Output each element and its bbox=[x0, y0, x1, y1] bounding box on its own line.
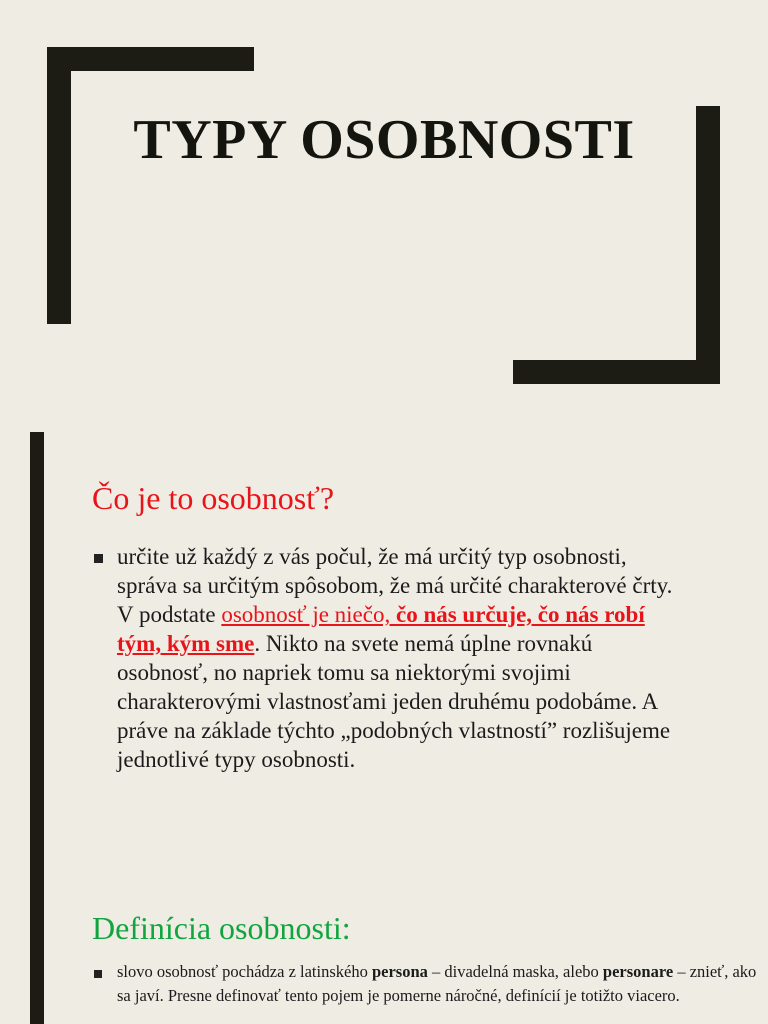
slide-heading: Čo je to osobnosť? bbox=[92, 480, 335, 516]
paragraph-text-continued: . Nikto na svete nemá úplne rovnakú osobnosť, no napriek tomu sa niektorými svojimi charakterovými vlastnosťami jeden druhému podobáme. A práve na základe týchto „podobných vlastností” rozlišujeme jednotlivé typy osobnosti. bbox=[117, 631, 671, 772]
slide-title: TYPY OSOBNOSTI bbox=[133, 109, 635, 171]
highlight-bold-text: čo nás určuje, čo nás robí tým, kým sme bbox=[117, 602, 645, 656]
content-slide-definition bbox=[0, 864, 768, 1024]
content-slide-what-is bbox=[0, 432, 768, 864]
paragraph-text: určite už každý z vás počul, že má určitý typ osobnosti, správa sa určitým spôsobom, že má určité charakterové črty. V podstate bbox=[117, 544, 673, 627]
paragraph-text: slovo osobnosť pochádza z latinského bbox=[117, 962, 372, 981]
title-slide bbox=[0, 0, 768, 432]
slide-accent-bar bbox=[30, 432, 44, 864]
frame-top-left-horizontal bbox=[47, 47, 254, 71]
bullet-paragraph bbox=[117, 960, 757, 1008]
paragraph-text-end: – znieť, ako sa javí. Presne definovať tento pojem je pomerne náročné, definícií je totižto viacero. bbox=[117, 962, 757, 1005]
frame-top-left-vertical bbox=[47, 47, 71, 324]
frame-bottom-right-horizontal bbox=[513, 360, 720, 384]
slide-heading: Definícia osobnosti: bbox=[92, 910, 351, 946]
bullet-paragraph bbox=[117, 542, 687, 774]
bullet-square-icon bbox=[94, 970, 102, 978]
slide-accent-bar bbox=[30, 864, 44, 1024]
paragraph-text-continued: – divadelná maska, alebo bbox=[427, 962, 603, 981]
highlight-text: osobnosť je niečo, bbox=[221, 602, 396, 627]
bold-term-persona: persona bbox=[371, 962, 428, 981]
bullet-square-icon bbox=[94, 554, 103, 563]
bold-term-personare: personare bbox=[602, 962, 674, 981]
